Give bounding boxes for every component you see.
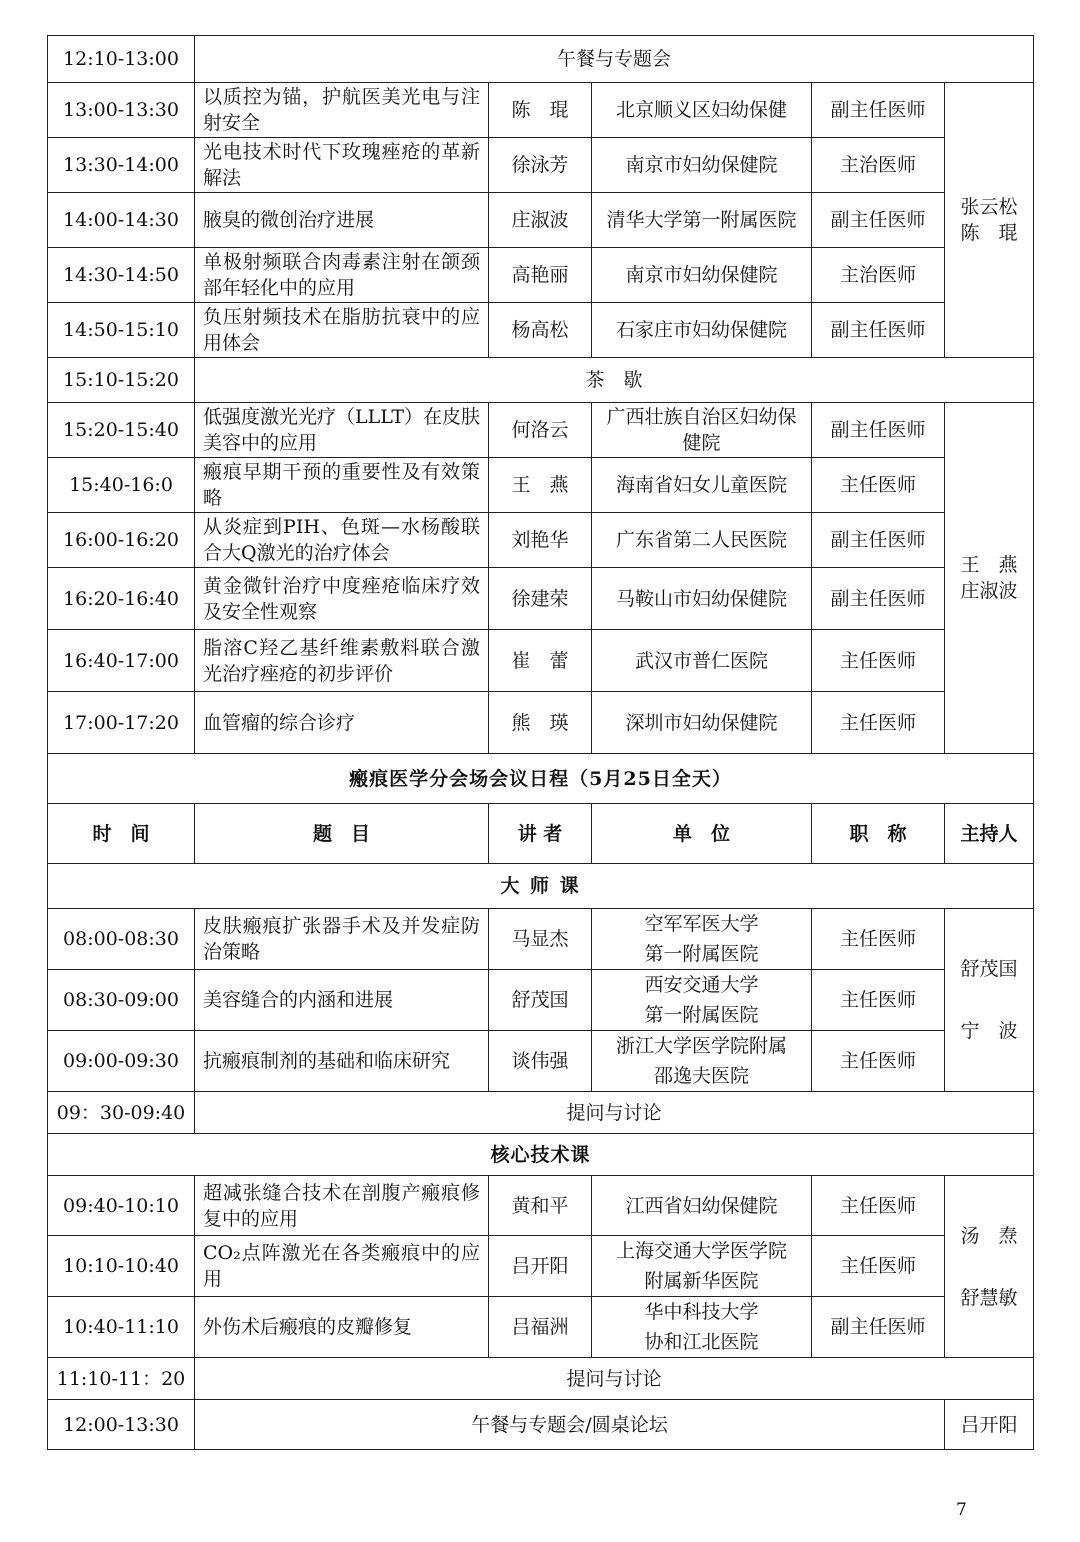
org-cell: 江西省妇幼保健院 — [592, 1176, 812, 1236]
time-cell: 12:00-13:30 — [48, 1400, 195, 1450]
table-row — [48, 909, 1034, 970]
table-row — [48, 754, 1034, 804]
table-row — [48, 193, 1034, 248]
topic-cell: 黄金微针治疗中度痤疮临床疗效及安全性观察 — [195, 568, 489, 630]
org-cell: 石家庄市妇幼保健院 — [592, 303, 812, 358]
org-cell: 北京顺义区妇幼保健 — [592, 83, 812, 138]
topic-cell: 低强度激光光疗（LLLT）在皮肤美容中的应用 — [195, 403, 489, 458]
topic-cell: 抗瘢痕制剂的基础和临床研究 — [195, 1031, 489, 1092]
time-cell: 15:20-15:40 — [48, 403, 195, 458]
topic-cell: 负压射频技术在脂肪抗衰中的应用体会 — [195, 303, 489, 358]
org-cell: 南京市妇幼保健院 — [592, 248, 812, 303]
speaker-cell: 王 燕 — [489, 458, 592, 513]
host-cell: 王 燕 庄淑波 — [945, 403, 1034, 754]
subsection-title: 核心技术课 — [48, 1134, 1034, 1176]
speaker-cell: 崔 蕾 — [489, 630, 592, 692]
table-row — [48, 1031, 1034, 1092]
time-cell: 16:00-16:20 — [48, 513, 195, 568]
time-cell: 13:30-14:00 — [48, 138, 195, 193]
table-row — [48, 513, 1034, 568]
table-row — [48, 864, 1034, 909]
org-cell: 西安交通大学 第一附属医院 — [592, 970, 812, 1031]
topic-cell: 光电技术时代下玫瑰痤疮的革新解法 — [195, 138, 489, 193]
topic-cell: 超减张缝合技术在剖腹产瘢痕修复中的应用 — [195, 1176, 489, 1236]
header-rank: 职 称 — [812, 804, 945, 864]
host-cell: 舒茂国 宁 波 — [945, 909, 1034, 1092]
rank-cell: 主任医师 — [812, 458, 945, 513]
rank-cell: 主治医师 — [812, 248, 945, 303]
org-cell: 武汉市普仁医院 — [592, 630, 812, 692]
topic-cell: 外伤术后瘢痕的皮瓣修复 — [195, 1297, 489, 1358]
topic-cell: 美容缝合的内涵和进展 — [195, 970, 489, 1031]
topic-cell: 脂溶C羟乙基纤维素敷料联合激光治疗痤疮的初步评价 — [195, 630, 489, 692]
time-cell: 14:00-14:30 — [48, 193, 195, 248]
topic-cell: 皮肤瘢痕扩张器手术及并发症防治策略 — [195, 909, 489, 970]
qa-cell: 提问与讨论 — [195, 1358, 1034, 1400]
header-time: 时 间 — [48, 804, 195, 864]
speaker-cell: 庄淑波 — [489, 193, 592, 248]
org-cell: 海南省妇女儿童医院 — [592, 458, 812, 513]
rank-cell: 副主任医师 — [812, 83, 945, 138]
page-number: 7 — [956, 1500, 967, 1520]
schedule-table — [47, 35, 1034, 1450]
time-cell: 11:10-11：20 — [48, 1358, 195, 1400]
time-cell: 15:10-15:20 — [48, 358, 195, 403]
time-cell: 15:40-16:0 — [48, 458, 195, 513]
table-row — [48, 630, 1034, 692]
time-cell: 10:10-10:40 — [48, 1236, 195, 1297]
time-cell: 12:10-13:00 — [48, 36, 195, 83]
org-cell: 清华大学第一附属医院 — [592, 193, 812, 248]
time-cell: 16:20-16:40 — [48, 568, 195, 630]
tea-break-cell: 茶 歇 — [195, 358, 1034, 403]
time-cell: 09：30-09:40 — [48, 1092, 195, 1134]
org-cell: 浙江大学医学院附属 邵逸夫医院 — [592, 1031, 812, 1092]
rank-cell: 副主任医师 — [812, 1297, 945, 1358]
rank-cell: 主任医师 — [812, 970, 945, 1031]
org-cell: 南京市妇幼保健院 — [592, 138, 812, 193]
speaker-cell: 吕开阳 — [489, 1236, 592, 1297]
lunch-cell: 午餐与专题会/圆桌论坛 — [195, 1400, 945, 1450]
table-row — [48, 1176, 1034, 1236]
org-cell: 深圳市妇幼保健院 — [592, 692, 812, 754]
lunch-cell: 午餐与专题会 — [195, 36, 1034, 83]
org-cell: 华中科技大学 协和江北医院 — [592, 1297, 812, 1358]
rank-cell: 副主任医师 — [812, 513, 945, 568]
time-cell: 08:00-08:30 — [48, 909, 195, 970]
header-topic: 题 目 — [195, 804, 489, 864]
table-row — [48, 458, 1034, 513]
speaker-cell: 吕福洲 — [489, 1297, 592, 1358]
speaker-cell: 舒茂国 — [489, 970, 592, 1031]
table-row — [48, 568, 1034, 630]
topic-cell: 从炎症到PIH、色斑—水杨酸联合大Q激光的治疗体会 — [195, 513, 489, 568]
table-row — [48, 303, 1034, 358]
table-row — [48, 403, 1034, 458]
table-row — [48, 83, 1034, 138]
qa-cell: 提问与讨论 — [195, 1092, 1034, 1134]
topic-cell: 瘢痕早期干预的重要性及有效策略 — [195, 458, 489, 513]
topic-cell: 单极射频联合肉毒素注射在颌颈部年轻化中的应用 — [195, 248, 489, 303]
table-row — [48, 1134, 1034, 1176]
rank-cell: 副主任医师 — [812, 193, 945, 248]
table-row — [48, 970, 1034, 1031]
org-cell: 上海交通大学医学院 附属新华医院 — [592, 1236, 812, 1297]
rank-cell: 副主任医师 — [812, 303, 945, 358]
table-row — [48, 1236, 1034, 1297]
time-cell: 17:00-17:20 — [48, 692, 195, 754]
header-org: 单 位 — [592, 804, 812, 864]
topic-cell: 血管瘤的综合诊疗 — [195, 692, 489, 754]
topic-cell: CO₂点阵激光在各类瘢痕中的应用 — [195, 1236, 489, 1297]
rank-cell: 主任医师 — [812, 1236, 945, 1297]
speaker-cell: 杨高松 — [489, 303, 592, 358]
table-row — [48, 36, 1034, 83]
org-cell: 广东省第二人民医院 — [592, 513, 812, 568]
speaker-cell: 徐建荣 — [489, 568, 592, 630]
speaker-cell: 熊 瑛 — [489, 692, 592, 754]
time-cell: 14:50-15:10 — [48, 303, 195, 358]
table-row — [48, 138, 1034, 193]
org-cell: 马鞍山市妇幼保健院 — [592, 568, 812, 630]
rank-cell: 副主任医师 — [812, 403, 945, 458]
table-row — [48, 692, 1034, 754]
speaker-cell: 何洛云 — [489, 403, 592, 458]
table-row — [48, 1297, 1034, 1358]
subsection-title: 大 师 课 — [48, 864, 1034, 909]
header-row — [48, 804, 1034, 864]
rank-cell: 主任医师 — [812, 630, 945, 692]
rank-cell: 主治医师 — [812, 138, 945, 193]
host-cell: 汤 焘 舒慧敏 — [945, 1176, 1034, 1358]
time-cell: 09:40-10:10 — [48, 1176, 195, 1236]
rank-cell: 主任医师 — [812, 909, 945, 970]
table-row — [48, 248, 1034, 303]
rank-cell: 副主任医师 — [812, 568, 945, 630]
time-cell: 08:30-09:00 — [48, 970, 195, 1031]
time-cell: 09:00-09:30 — [48, 1031, 195, 1092]
speaker-cell: 刘艳华 — [489, 513, 592, 568]
speaker-cell: 陈 琨 — [489, 83, 592, 138]
table-row — [48, 1358, 1034, 1400]
host-cell: 吕开阳 — [945, 1400, 1034, 1450]
time-cell: 14:30-14:50 — [48, 248, 195, 303]
speaker-cell: 徐泳芳 — [489, 138, 592, 193]
host-cell: 张云松 陈 琨 — [945, 83, 1034, 358]
speaker-cell: 马显杰 — [489, 909, 592, 970]
time-cell: 10:40-11:10 — [48, 1297, 195, 1358]
table-row — [48, 1092, 1034, 1134]
speaker-cell: 黄和平 — [489, 1176, 592, 1236]
time-cell: 13:00-13:30 — [48, 83, 195, 138]
org-cell: 空军军医大学 第一附属医院 — [592, 909, 812, 970]
header-host: 主持人 — [945, 804, 1034, 864]
table-row — [48, 1400, 1034, 1450]
org-cell: 广西壮族自治区妇幼保健院 — [592, 403, 812, 458]
rank-cell: 主任医师 — [812, 1176, 945, 1236]
table-row — [48, 358, 1034, 403]
rank-cell: 主任医师 — [812, 1031, 945, 1092]
speaker-cell: 高艳丽 — [489, 248, 592, 303]
topic-cell: 腋臭的微创治疗进展 — [195, 193, 489, 248]
header-speaker: 讲 者 — [489, 804, 592, 864]
rank-cell: 主任医师 — [812, 692, 945, 754]
speaker-cell: 谈伟强 — [489, 1031, 592, 1092]
section-title: 瘢痕医学分会场会议日程（5月25日全天） — [48, 754, 1034, 804]
topic-cell: 以质控为锚，护航医美光电与注射安全 — [195, 83, 489, 138]
time-cell: 16:40-17:00 — [48, 630, 195, 692]
